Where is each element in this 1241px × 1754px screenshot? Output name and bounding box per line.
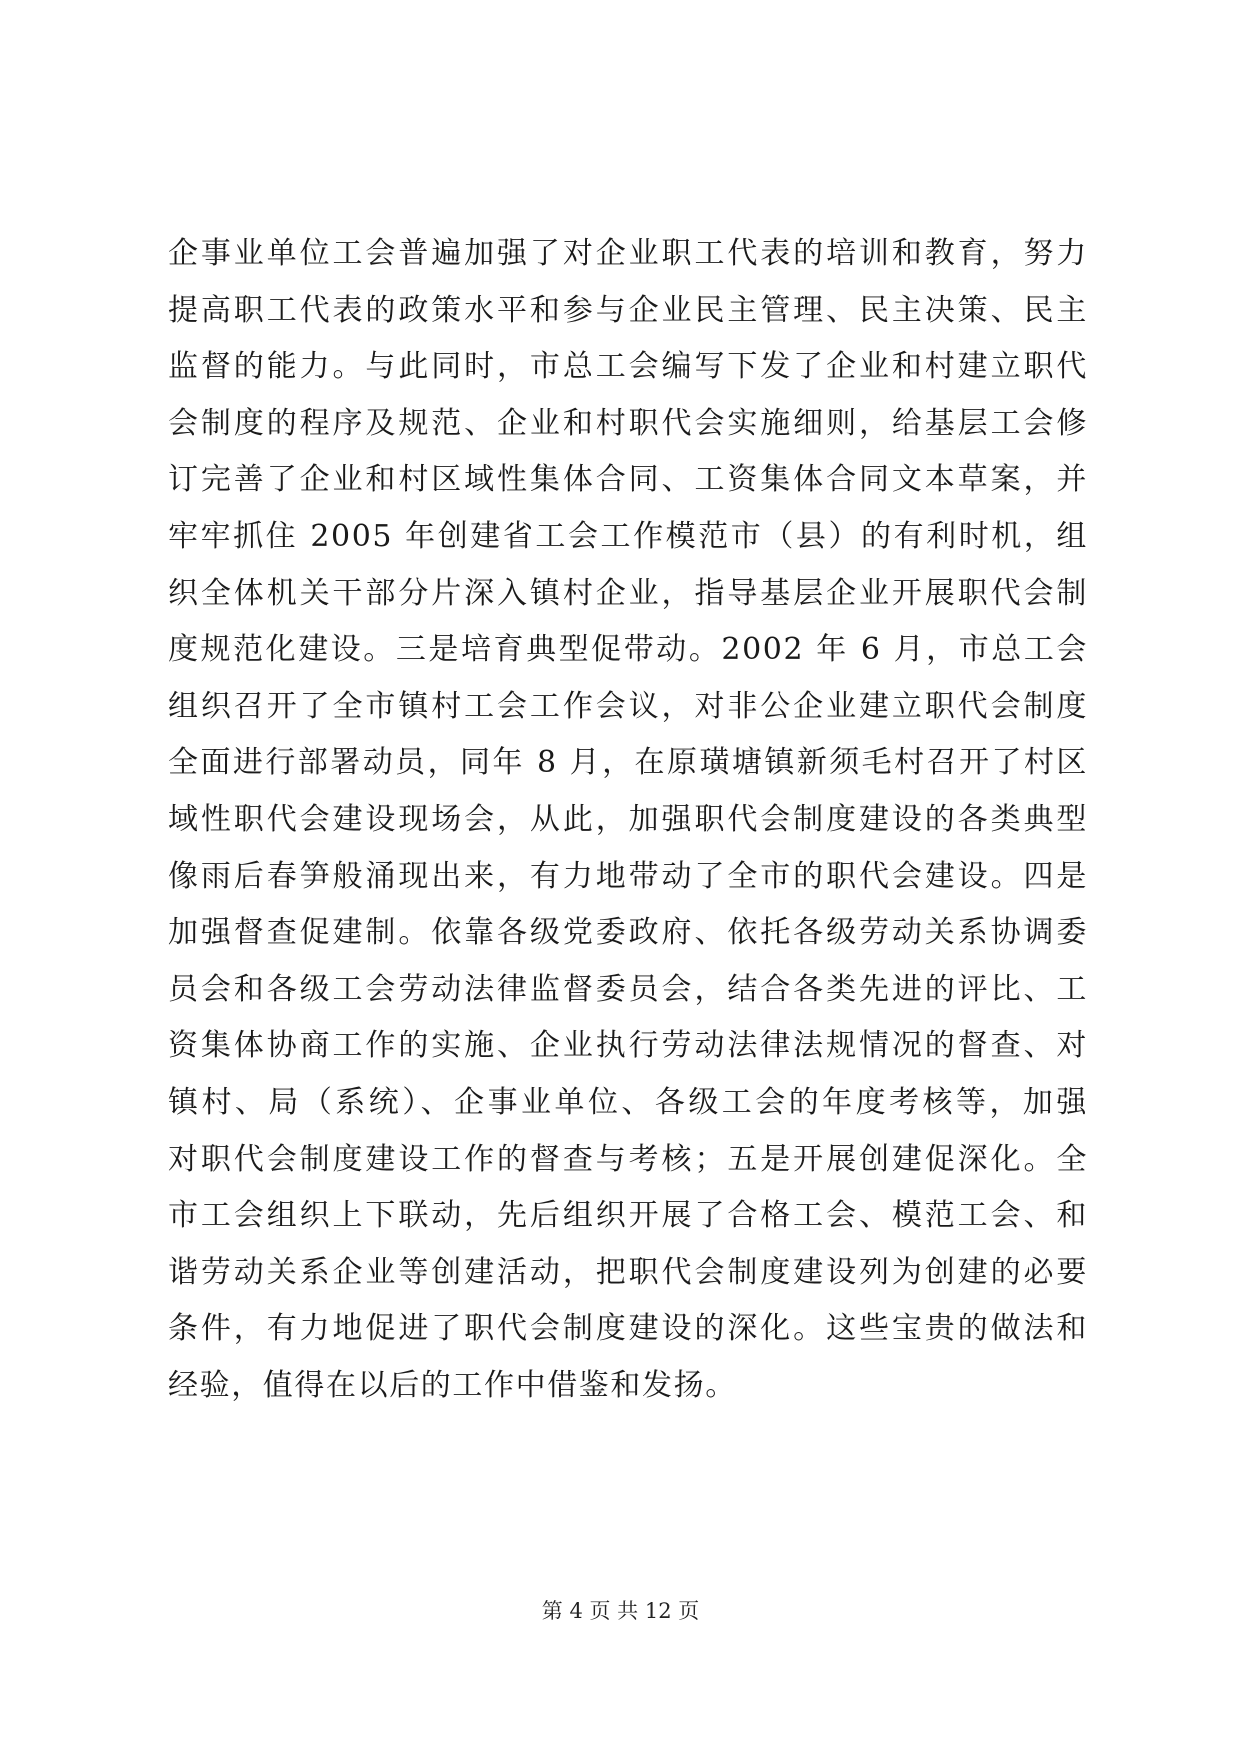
text-line: 企事业单位工会普遍加强了对企业职工代表的培训和教育，努力 [168, 236, 1088, 271]
text-line: 全面进行部署动员，同年 8 月，在原璜塘镇新须毛村召开了村区 [168, 745, 1088, 781]
text-line: 牢牢抓住 2005 年创建省工会工作模范市（县）的有利时机，组 [168, 518, 1088, 554]
text-line: 织全体机关干部分片深入镇村企业，指导基层企业开展职代会制 [168, 575, 1088, 611]
text-line: 度规范化建设。三是培育典型促带动。2002 年 6 月，市总工会 [168, 632, 1088, 668]
body-paragraph [168, 226, 1088, 1414]
text-line: 提高职工代表的政策水平和参与企业民主管理、民主决策、民主 [168, 292, 1088, 328]
text-line: 会制度的程序及规范、企业和村职代会实施细则，给基层工会修 [168, 405, 1088, 441]
text-line: 对职代会制度建设工作的督查与考核；五是开展创建促深化。全 [168, 1141, 1088, 1177]
text-line: 条件，有力地促进了职代会制度建设的深化。这些宝贵的做法和 [168, 1311, 1088, 1347]
text-line: 资集体协商工作的实施、企业执行劳动法律法规情况的督查、对 [168, 1028, 1088, 1064]
text-line: 镇村、局（系统）、企事业单位、各级工会的年度考核等，加强 [168, 1084, 1088, 1120]
text-line: 像雨后春笋般涌现出来，有力地带动了全市的职代会建设。四是 [168, 858, 1088, 894]
text-line: 监督的能力。与此同时，市总工会编写下发了企业和村建立职代 [168, 349, 1088, 385]
text-line: 加强督查促建制。依靠各级党委政府、依托各级劳动关系协调委 [168, 915, 1088, 951]
text-line: 域性职代会建设现场会，从此，加强职代会制度建设的各类典型 [168, 801, 1088, 837]
text-line: 市工会组织上下联动，先后组织开展了合格工会、模范工会、和 [168, 1198, 1088, 1234]
text-line: 订完善了企业和村区域性集体合同、工资集体合同文本草案，并 [168, 462, 1088, 498]
page-number-footer: 第 4 页 共 12 页 [541, 1599, 700, 1623]
text-line: 谐劳动关系企业等创建活动，把职代会制度建设列为创建的必要 [168, 1254, 1088, 1290]
text-line: 员会和各级工会劳动法律监督委员会，结合各类先进的评比、工 [168, 971, 1088, 1007]
text-line: 组织召开了全市镇村工会工作会议，对非公企业建立职代会制度 [168, 688, 1088, 724]
text-line: 经验，值得在以后的工作中借鉴和发扬。 [168, 1367, 737, 1403]
